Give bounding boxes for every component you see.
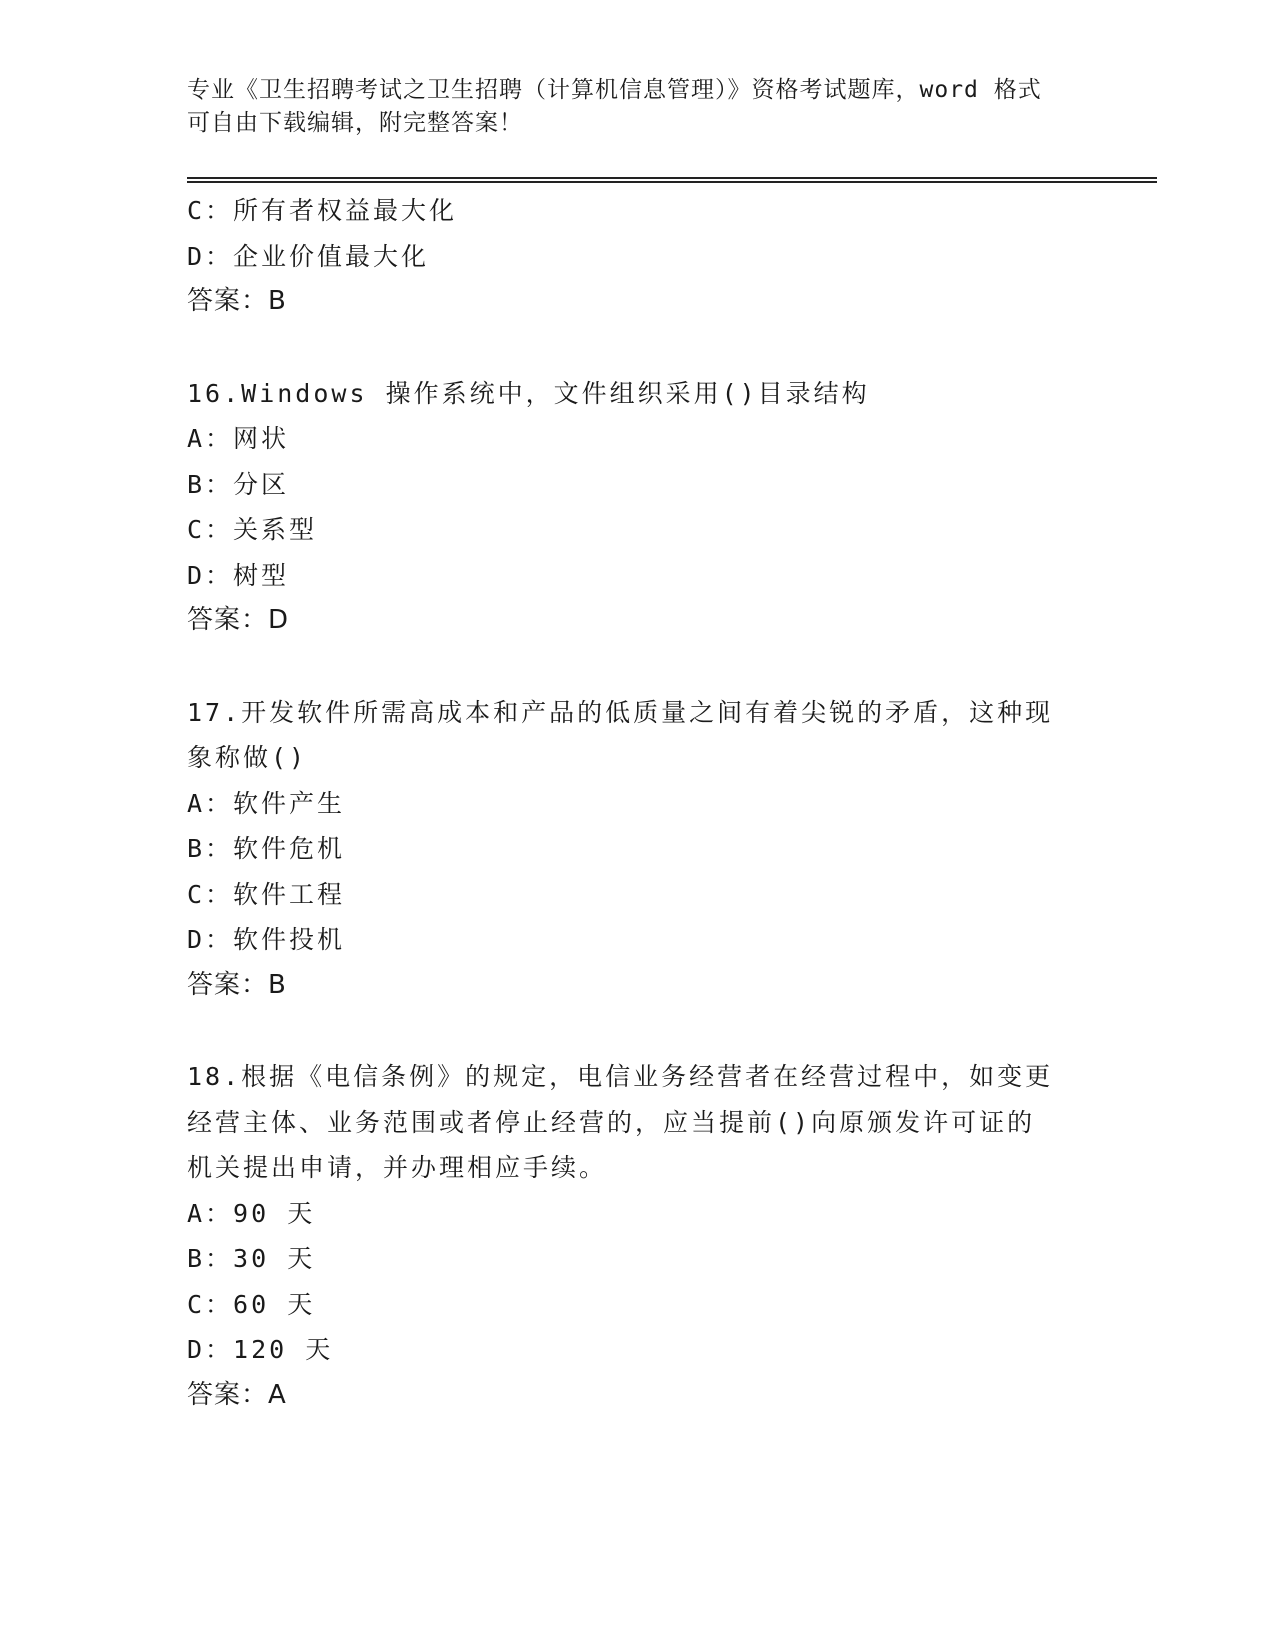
option-d: D：软件投机 [187, 925, 346, 954]
option-b: B：软件危机 [187, 834, 346, 863]
question-stem: 经营主体、业务范围或者停止经营的，应当提前()向原颁发许可证的 [187, 1107, 1036, 1137]
header-double-rule [187, 177, 1157, 183]
option-c: C：关系型 [187, 515, 318, 544]
question-16 [187, 371, 1087, 644]
option-c: C：所有者权益最大化 [187, 196, 458, 225]
answer-line: 答案：B [187, 286, 287, 316]
option-a: A：网状 [187, 424, 290, 453]
spacer [187, 644, 1087, 690]
question-stem: 16.Windows 操作系统中，文件组织采用()目录结构 [187, 378, 870, 408]
question-list [187, 188, 1087, 1418]
option-d: D：企业价值最大化 [187, 241, 430, 271]
question-stem: 18.根据《电信条例》的规定，电信业务经营者在经营过程中，如变更 [187, 1062, 1054, 1091]
answer-line: 答案：D [187, 605, 290, 635]
option-a: A：90 天 [187, 1198, 316, 1228]
document-header [187, 74, 1087, 140]
option-a: A：软件产生 [187, 788, 346, 818]
question-17 [187, 690, 1087, 1009]
question-18 [187, 1054, 1087, 1418]
option-d: D：120 天 [187, 1335, 334, 1364]
question-stem: 17.开发软件所需高成本和产品的低质量之间有着尖锐的矛盾，这种现 [187, 697, 1054, 727]
header-line-1: 专业《卫生招聘考试之卫生招聘（计算机信息管理）》资格考试题库，word 格式 [187, 77, 1042, 103]
spacer [187, 1008, 1087, 1054]
question-stem: 象称做() [187, 743, 308, 772]
option-c: C：60 天 [187, 1289, 316, 1319]
question-stem: 机关提出申请，并办理相应手续。 [187, 1153, 608, 1182]
option-b: B：分区 [187, 469, 290, 499]
question-15-tail [187, 188, 1087, 325]
option-d: D：树型 [187, 560, 290, 590]
header-line-2: 可自由下载编辑，附完整答案！ [187, 110, 523, 136]
spacer [187, 325, 1087, 371]
answer-line: 答案：B [187, 969, 287, 1000]
option-c: C：软件工程 [187, 879, 346, 909]
option-b: B：30 天 [187, 1244, 316, 1273]
answer-line: 答案：A [187, 1379, 287, 1410]
